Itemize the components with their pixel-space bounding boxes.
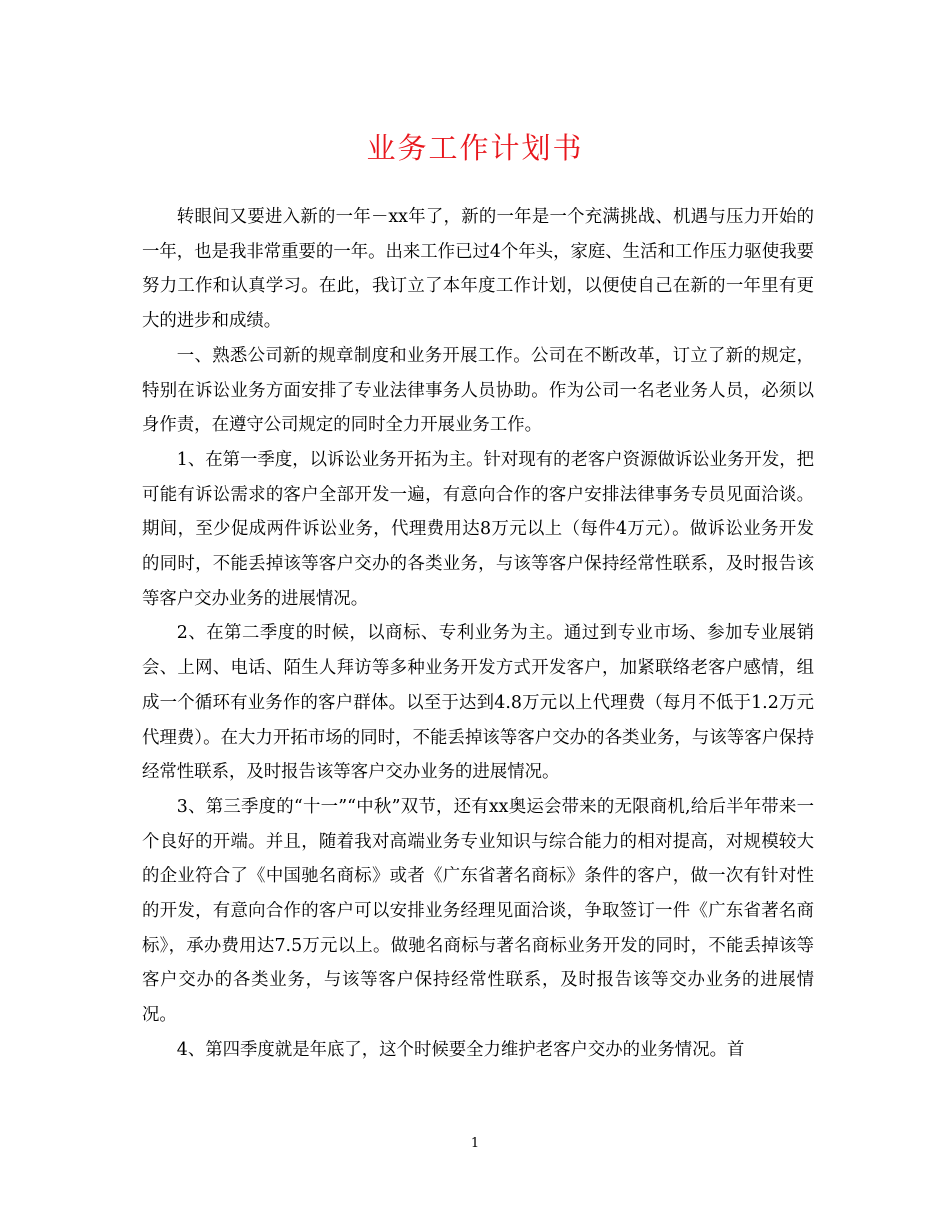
document-title: 业务工作计划书 bbox=[366, 131, 584, 165]
paragraph-q2: 2、在第二季度的时候，以商标、专利业务为主。通过到专业市场、参加专业展销会、上网、电话、陌生人拜访等多种业务开发方式开发客户，加紧联络老客户感情，组成一个循环有业务作的客户群体。以至于达到4.8万元以上代理费（每月不低于1.2万元代理费）。在大力开拓市场的同时，不能丢掉该等客户交办的各类业务，与该等客户保持经常性联系，及时报告该等客户交办业务的进展情况。 bbox=[142, 623, 814, 783]
paragraph-intro: 转眼间又要进入新的一年－xx年了，新的一年是一个充满挑战、机遇与压力开始的一年，也是我非常重要的一年。出来工作已过4个年头，家庭、生活和工作压力驱使我要努力工作和认真学习。在此，我订立了本年度工作计划，以便使自己在新的一年里有更大的进步和成绩。 bbox=[142, 207, 814, 332]
page-number: 1 bbox=[470, 1136, 480, 1151]
paragraph-q1: 1、在第一季度，以诉讼业务开拓为主。针对现有的老客户资源做诉讼业务开发，把可能有诉讼需求的客户全部开发一遍，有意向合作的客户安排法律事务专员见面洽谈。期间，至少促成两件诉讼业务，代理费用达8万元以上（每件4万元）。做诉讼业务开发的同时，不能丢掉该等客户交办的各类业务，与该等客户保持经常性联系，及时报告该等客户交办业务的进展情况。 bbox=[142, 449, 814, 609]
paragraph-q4: 4、第四季度就是年底了，这个时候要全力维护老客户交办的业务情况。首 bbox=[176, 1039, 745, 1060]
paragraph-section-1: 一、熟悉公司新的规章制度和业务开展工作。公司在不断改革，订立了新的规定，特别在诉讼业务方面安排了专业法律事务人员协助。作为公司一名老业务人员，必须以身作责，在遵守公司规定的同时全力开展业务工作。 bbox=[142, 345, 814, 436]
document-body bbox=[142, 200, 814, 1068]
paragraph-q3: 3、第三季度的“十一”“中秋”双节，还有xx奥运会带来的无限商机,给后半年带来一个良好的开端。并且，随着我对高端业务专业知识与综合能力的相对提高，对规模较大的企业符合了《中国驰名商标》或者《广东省著名商标》条件的客户，做一次有针对性的开发，有意向合作的客户可以安排业务经理见面洽谈，争取签订一件《广东省著名商标》，承办费用达7.5万元以上。做驰名商标与著名商标业务开发的同时，不能丢掉该等客户交办的各类业务，与该等客户保持经常性联系，及时报告该等交办业务的进展情况。 bbox=[142, 796, 814, 1026]
